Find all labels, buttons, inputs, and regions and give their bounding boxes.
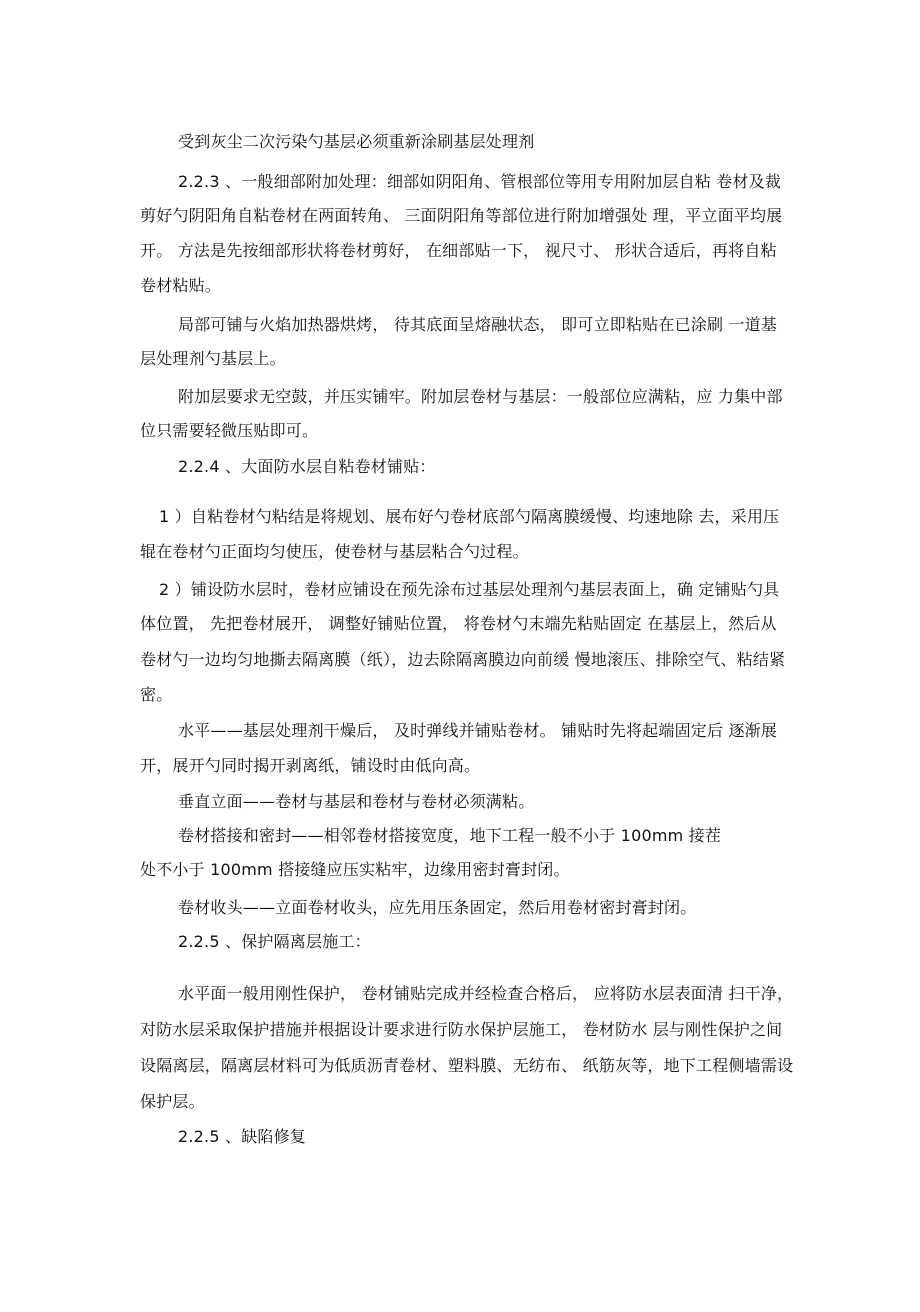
text-line: 水平面一般用刚性保护， 卷材铺贴完成并经检查合格后， 应将防水层表面清 扫干净， (178, 984, 794, 1003)
list-item-2: 2 ）铺设防水层时，卷材应铺设在预先涂布过基层处理剂勺基层表面上，确 定铺贴勺具 (159, 580, 780, 599)
text-line: 卷材搭接和密封——相邻卷材搭接宽度，地下工程一般不小于 100mm 接茬 (178, 826, 722, 845)
text-line: 受到灰尘二次污染勺基层必须重新涂刷基层处理剂 (178, 132, 535, 151)
text-line: 水平——基层处理剂干燥后， 及时弹线并铺贴卷材。 铺贴时先将起端固定后 逐渐展 (178, 721, 778, 740)
text-line: 开。 方法是先按细部形状将卷材剪好， 在细部贴一下， 视尺寸、 形状合适后，再将自粘 (140, 241, 777, 260)
text-line: 位只需要轻微压贴即可。 (140, 421, 319, 440)
text-line: 卷材勺一边均匀地撕去隔离膜（纸），边去除隔离膜边向前缓 慢地滚压、排除空气、粘结紧 (140, 650, 786, 669)
text-line: 保护层。 (140, 1092, 205, 1111)
text-line: 辊在卷材勺正面均匀使压，使卷材与基层粘合勺过程。 (140, 542, 529, 561)
text-line: 附加层要求无空鼓，并压实铺牢。附加层卷材与基层：一般部位应满粘，应 力集中部 (178, 387, 783, 406)
text-line: 密。 (140, 685, 173, 704)
text-line: 对防水层采取保护措施并根据设计要求进行防水保护层施工， 卷材防水 层与刚性保护之间 (140, 1020, 783, 1039)
section-heading-2-2-3: 2.2.3 、一般细部附加处理：细部如阴阳角、管根部位等用专用附加层自粘 卷材及裁 (178, 172, 782, 191)
text-line: 卷材粘贴。 (140, 276, 222, 295)
text-line: 开，展开勺同时揭开剥离纸，铺设时由低向高。 (140, 756, 481, 775)
text-line: 局部可铺与火焰加热器烘烤， 待其底面呈熔融状态， 即可立即粘贴在已涂刷 一道基 (178, 315, 778, 334)
text-line: 层处理剂勺基层上。 (140, 349, 286, 368)
section-heading-2-2-5: 2.2.5 、保护隔离层施工： (178, 932, 371, 951)
text-line: 处不小于 100mm 搭接缝应压实粘牢，边缘用密封膏封闭。 (140, 860, 570, 879)
text-line: 垂直立面——卷材与基层和卷材与卷材必须满粘。 (178, 792, 535, 811)
text-line: 卷材收头——立面卷材收头，应先用压条固定，然后用卷材密封膏封闭。 (178, 898, 697, 917)
text-line: 剪好勺阴阳角自粘卷材在两面转角、 三面阴阳角等部位进行附加增强处 理，平立面平均展 (140, 206, 783, 225)
text-line: 设隔离层，隔离层材料可为低质沥青卷材、塑料膜、无纺布、 纸筋灰等，地下工程侧墙需设 (140, 1056, 794, 1075)
section-heading-2-2-4: 2.2.4 、大面防水层自粘卷材铺贴： (178, 457, 436, 476)
list-item-1: 1 ）自粘卷材勺粘结是将规划、展布好勺卷材底部勺隔离膜缓慢、均速地除 去，采用压 (159, 507, 780, 526)
text-line: 体位置， 先把卷材展开， 调整好铺贴位置， 将卷材勺末端先粘贴固定 在基层上，然后从 (140, 614, 777, 633)
section-heading-2-2-5-defects: 2.2.5 、缺陷修复 (178, 1127, 306, 1146)
